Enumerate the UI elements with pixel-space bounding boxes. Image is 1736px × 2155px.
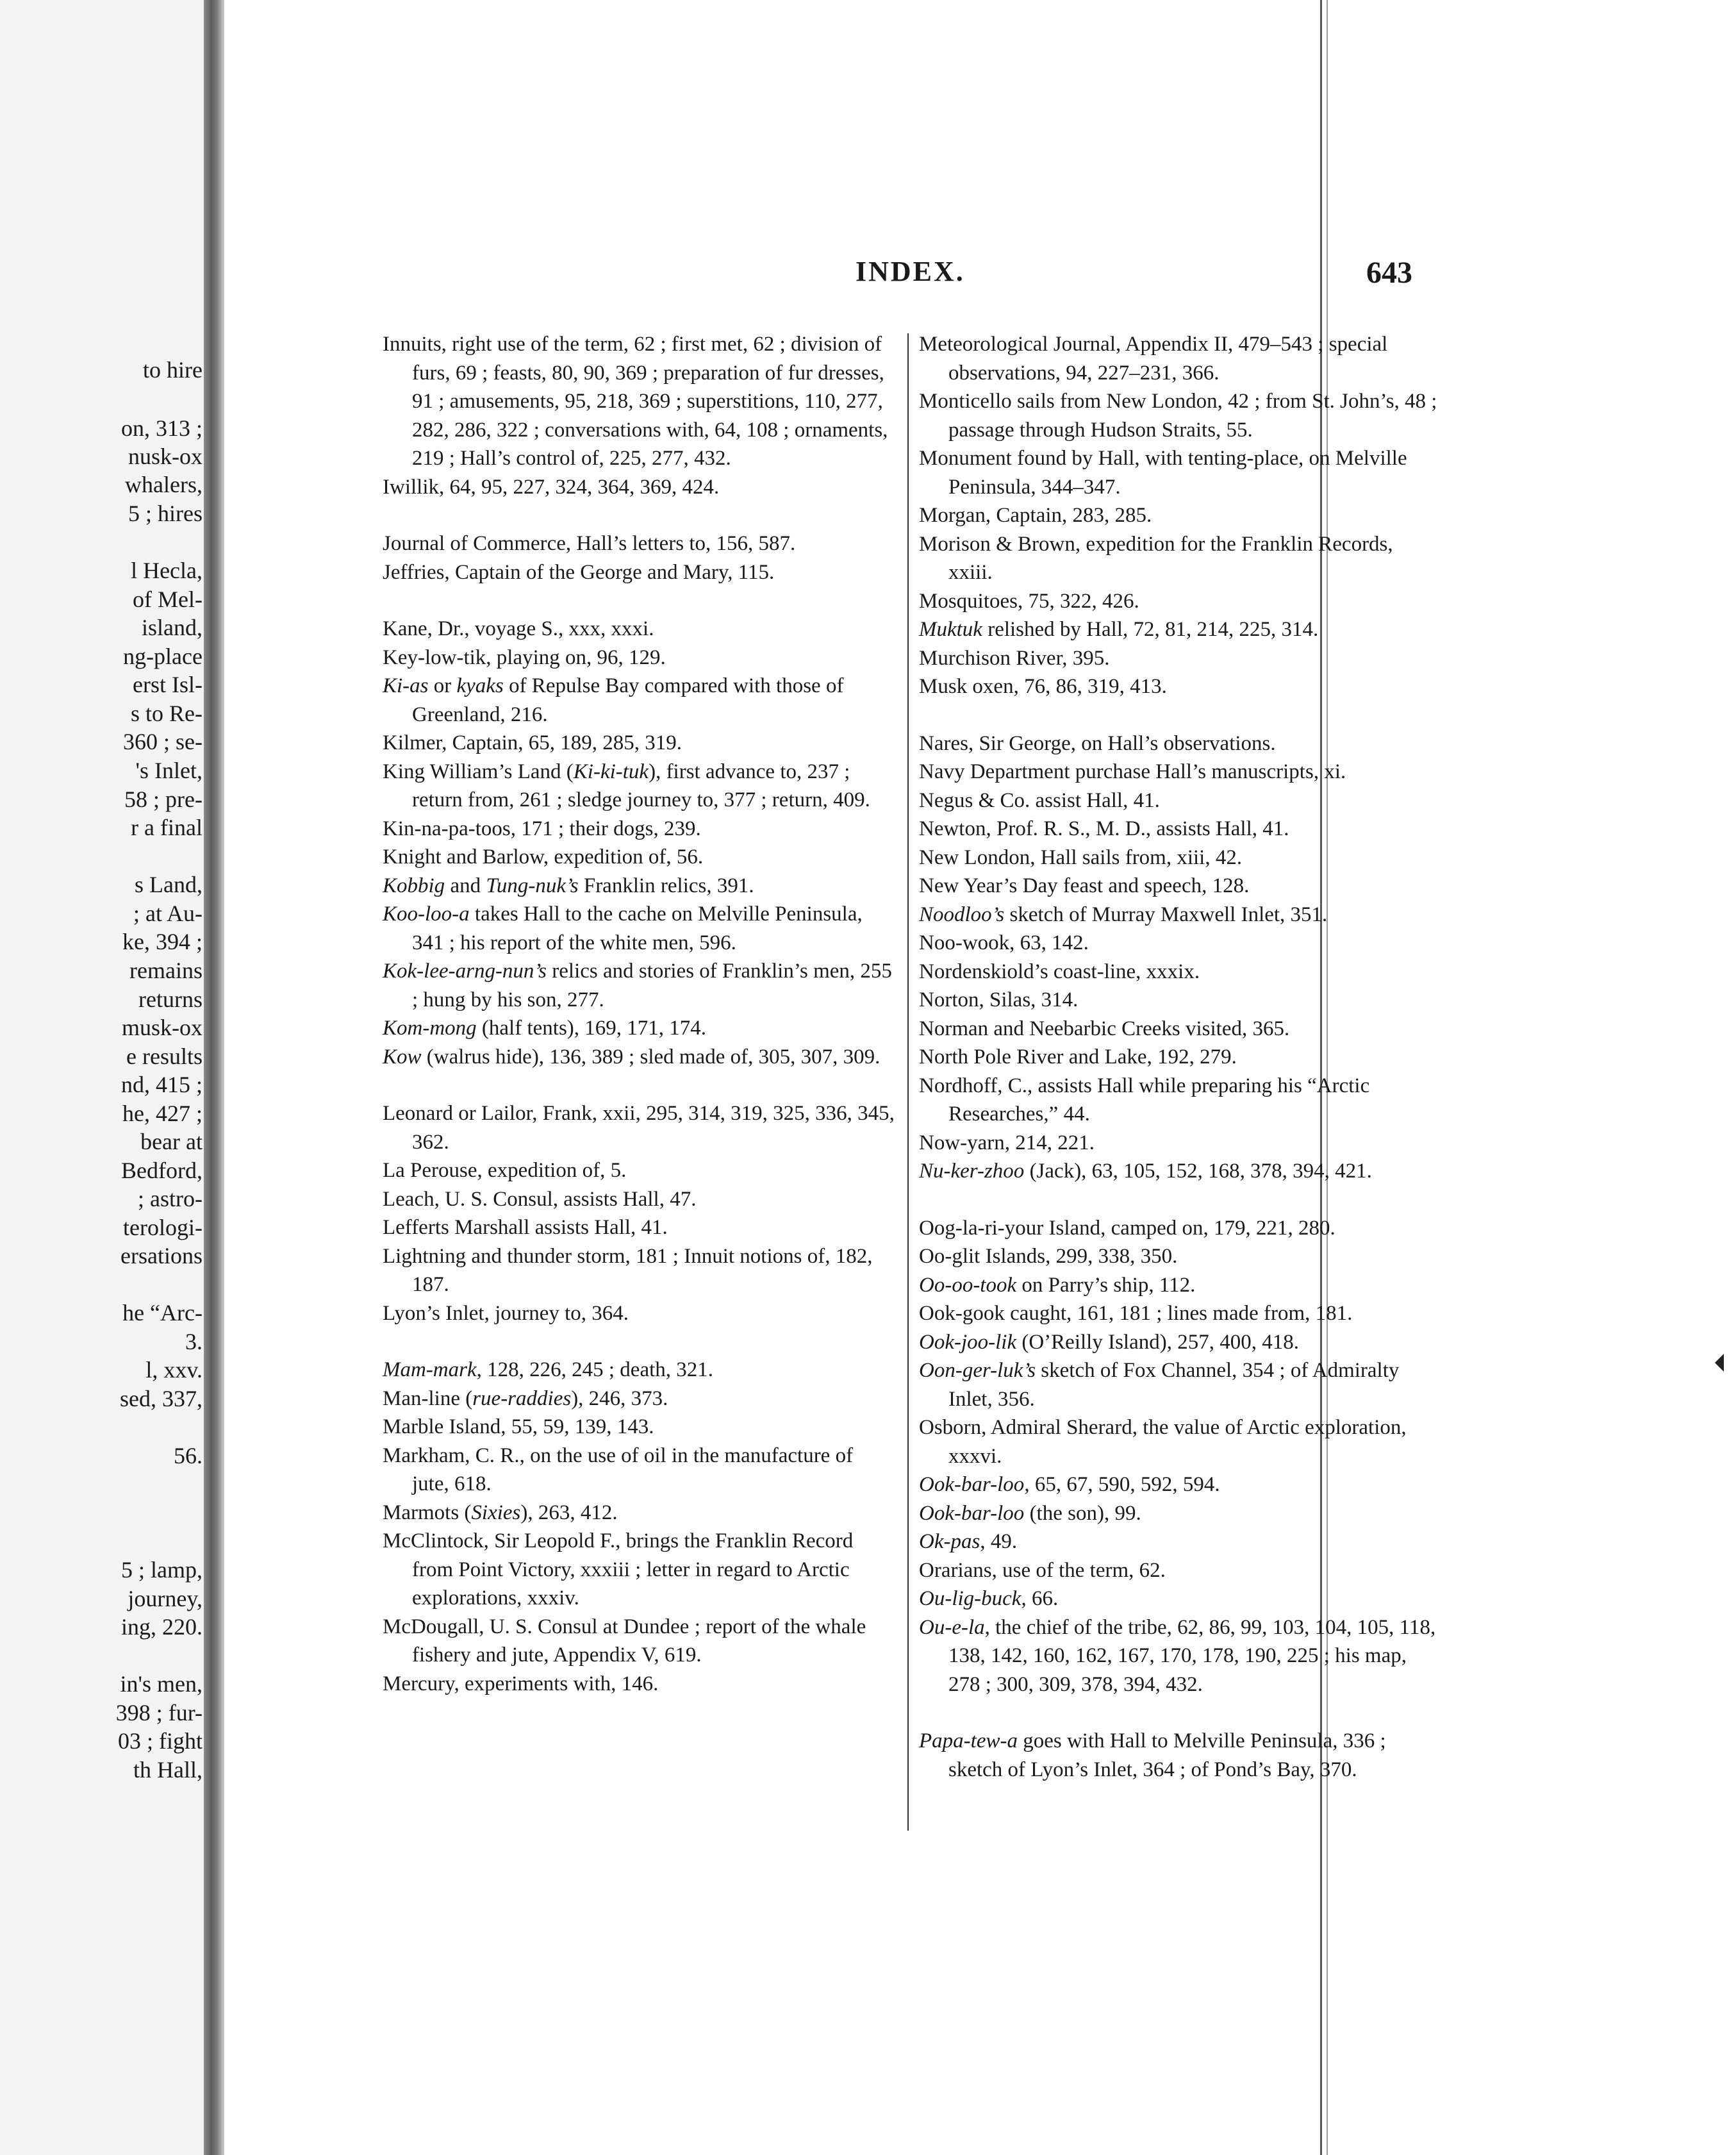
- index-entry: Oo-glit Islands, 299, 338, 350.: [919, 1245, 1178, 1268]
- facing-page-text-fragment: sed, 337,: [120, 1386, 203, 1411]
- index-entry: McClintock, Sir Leopold F., brings the Franklin Record from Point Victory, xxxiii ; letter in regard to Arctic explorations, xxxiv.: [383, 1529, 854, 1610]
- index-entry: Now-yarn, 214, 221.: [919, 1131, 1095, 1154]
- facing-page-text-fragment: th Hall,: [133, 1757, 203, 1783]
- facing-page-text-fragment: nusk-ox: [128, 444, 203, 469]
- facing-page-text-fragment: Bedford,: [121, 1158, 203, 1183]
- index-entry: Kane, Dr., voyage S., xxx, xxxi.: [383, 617, 654, 640]
- facing-page-text-fragment: 398 ; fur-: [115, 1700, 203, 1726]
- index-entry: Marble Island, 55, 59, 139, 143.: [383, 1415, 654, 1438]
- index-entry: Kok-lee-arng-nun’s relics and stories of Franklin’s men, 255 ; hung by his son, 277.: [383, 960, 892, 1011]
- index-entry: Noodloo’s sketch of Murray Maxwell Inlet, 351.: [919, 903, 1328, 926]
- index-entry: New London, Hall sails from, xiii, 42.: [919, 845, 1243, 869]
- running-head: INDEX.: [856, 256, 965, 287]
- facing-page-text-fragment: 03 ; fight: [118, 1728, 203, 1754]
- index-entry: Iwillik, 64, 95, 227, 324, 364, 369, 424.: [383, 475, 720, 499]
- facing-page-text-fragment: s to Re-: [131, 701, 203, 726]
- index-entry: Jeffries, Captain of the George and Mary, 115.: [383, 560, 775, 584]
- index-entry: Nares, Sir George, on Hall’s observations.: [919, 731, 1276, 755]
- index-entry: Papa-tew-a goes with Hall to Melville Peninsula, 336 ; sketch of Lyon’s Inlet, 364 ; of Pond’s Bay, 370.: [919, 1729, 1386, 1781]
- index-entry: Mosquitoes, 75, 322, 426.: [919, 589, 1139, 613]
- facing-page-text-fragment: 5 ; lamp,: [121, 1557, 203, 1583]
- index-column-left: [383, 330, 895, 1698]
- index-entry: Ki-as or kyaks of Repulse Bay compared with those of Greenland, 216.: [383, 674, 844, 726]
- index-entry: Oog-la-ri-your Island, camped on, 179, 221, 280.: [919, 1216, 1335, 1240]
- index-entry: Ook-bar-loo (the son), 99.: [919, 1501, 1141, 1525]
- index-entry: Musk oxen, 76, 86, 319, 413.: [919, 675, 1167, 698]
- index-entry: Oo-oo-took on Parry’s ship, 112.: [919, 1273, 1196, 1297]
- facing-page-text-fragment: ; astro-: [138, 1186, 203, 1211]
- facing-page-text-fragment: s Land,: [135, 872, 203, 897]
- index-entry: Murchison River, 395.: [919, 646, 1110, 670]
- index-entry: Key-low-tik, playing on, 96, 129.: [383, 645, 666, 669]
- facing-page-text-fragment: returns: [138, 986, 203, 1012]
- index-entry: Osborn, Admiral Sherard, the value of Arctic exploration, xxxvi.: [919, 1416, 1407, 1468]
- facing-page-text-fragment: 58 ; pre-: [124, 786, 203, 812]
- facing-page-text-fragment: erst Isl-: [133, 672, 203, 697]
- index-entry: Ok-pas, 49.: [919, 1530, 1018, 1553]
- facing-page-text-fragment: ersations: [120, 1243, 203, 1269]
- index-entry: Ook-gook caught, 161, 181 ; lines made from, 181.: [919, 1302, 1353, 1325]
- facing-page-text-fragment: remains: [129, 958, 203, 983]
- facing-page-text-fragment: he “Arc-: [122, 1300, 203, 1326]
- page-number: 643: [1366, 256, 1412, 290]
- index-entry: Morgan, Captain, 283, 285.: [919, 504, 1152, 527]
- index-entry: Ou-lig-buck, 66.: [919, 1587, 1059, 1610]
- index-entry: Monticello sails from New London, 42 ; from St. John’s, 48 ; passage through Hudson Straits, 55.: [919, 390, 1437, 442]
- facing-page-text-fragment: 56.: [174, 1443, 203, 1469]
- facing-page-text-fragment: island,: [142, 615, 203, 640]
- index-column-right: [919, 330, 1439, 1784]
- index-entry: Koo-loo-a takes Hall to the cache on Melville Peninsula, 341 ; his report of the white men, 596.: [383, 903, 863, 954]
- index-entry: Mercury, experiments with, 146.: [383, 1672, 659, 1695]
- facing-page-text-fragment: l, xxv.: [145, 1357, 203, 1383]
- index-entry: Noo-wook, 63, 142.: [919, 931, 1089, 954]
- facing-page-text-fragment: on, 313 ;: [120, 415, 203, 441]
- facing-page-text-fragment: ing, 220.: [120, 1614, 203, 1640]
- facing-page-text-fragment: to hire: [143, 357, 203, 383]
- facing-page-text-fragment: 360 ; se-: [123, 729, 203, 754]
- index-entry: Orarians, use of the term, 62.: [919, 1558, 1166, 1582]
- index-entry: Kin-na-pa-toos, 171 ; their dogs, 239.: [383, 817, 701, 840]
- index-entry: Kow (walrus hide), 136, 389 ; sled made of, 305, 307, 309.: [383, 1045, 880, 1069]
- column-divider: [907, 333, 909, 1831]
- index-entry: Nordhoff, C., assists Hall while preparing his “Arctic Researches,” 44.: [919, 1074, 1370, 1126]
- index-entry: New Year’s Day feast and speech, 128.: [919, 874, 1250, 897]
- margin-arrow-mark: [1715, 1354, 1724, 1372]
- book-gutter-shadow: [204, 0, 224, 2155]
- index-entry: Markham, C. R., on the use of oil in the manufacture of jute, 618.: [383, 1444, 854, 1495]
- index-entry: Navy Department purchase Hall’s manuscripts, xi.: [919, 760, 1346, 783]
- index-entry: King William’s Land (Ki-ki-tuk), first advance to, 237 ; return from, 261 ; sledge journey to, 377 ; return, 409.: [383, 760, 870, 811]
- index-entry: North Pole River and Lake, 192, 279.: [919, 1045, 1237, 1069]
- index-entry: Leonard or Lailor, Frank, xxii, 295, 314, 319, 325, 336, 345, 362.: [383, 1102, 895, 1154]
- index-entry: Negus & Co. assist Hall, 41.: [919, 788, 1160, 812]
- facing-page-text-fragment: bear at: [140, 1129, 203, 1154]
- facing-page-text-fragment: whalers,: [125, 472, 203, 497]
- index-entry: Norman and Neebarbic Creeks visited, 365.: [919, 1017, 1290, 1040]
- facing-page-text-fragment: 5 ; hires: [128, 501, 203, 526]
- index-entry: Kobbig and Tung-nuk’s Franklin relics, 391.: [383, 874, 754, 897]
- facing-page-edge: [0, 0, 204, 2155]
- index-entry: McDougall, U. S. Consul at Dundee ; report of the whale fishery and jute, Appendix V, 619.: [383, 1615, 866, 1667]
- index-entry: La Perouse, expedition of, 5.: [383, 1159, 627, 1182]
- facing-page-text-fragment: terologi-: [123, 1215, 203, 1240]
- index-entry: Newton, Prof. R. S., M. D., assists Hall, 41.: [919, 817, 1289, 840]
- facing-page-text-fragment: musk-ox: [122, 1015, 203, 1040]
- index-entry: Lefferts Marshall assists Hall, 41.: [383, 1216, 668, 1239]
- facing-page-text-fragment: r a final: [131, 815, 203, 840]
- index-entry: Innuits, right use of the term, 62 ; first met, 62 ; division of furs, 69 ; feasts, 80, 90, 369 ; preparation of fur dresses, 91 ; amusements, 95, 218, 369 ; superstitions, 110, 277, 282, 286, 322 ; conversations with, 64, 108 ; ornaments, 219 ; Hall’s control of, 225, 277, 432.: [383, 333, 888, 470]
- facing-page-text-fragment: in's men,: [120, 1671, 203, 1697]
- index-entry: Kilmer, Captain, 65, 189, 285, 319.: [383, 731, 682, 754]
- facing-page-text-fragment: journey,: [128, 1586, 203, 1611]
- index-entry: Ou-e-la, the chief of the tribe, 62, 86, 99, 103, 104, 105, 118, 138, 142, 160, 162, 167, 170, 178, 190, 225 ; his map, 278 ; 300, 309, 378, 394, 432.: [919, 1615, 1436, 1696]
- facing-page-text-fragment: ng-place: [123, 644, 203, 669]
- facing-page-text-fragment: he, 427 ;: [122, 1101, 203, 1126]
- index-entry: Ook-joo-lik (O’Reilly Island), 257, 400, 418.: [919, 1330, 1299, 1354]
- index-entry: Lyon’s Inlet, journey to, 364.: [383, 1301, 629, 1325]
- index-entry: Muktuk relished by Hall, 72, 81, 214, 225, 314.: [919, 618, 1319, 641]
- index-entry: Journal of Commerce, Hall’s letters to, 156, 587.: [383, 532, 796, 555]
- facing-page-text-fragment: nd, 415 ;: [120, 1072, 203, 1097]
- index-entry: Nordenskiold’s coast-line, xxxix.: [919, 960, 1200, 983]
- index-entry: Man-line (rue-raddies), 246, 373.: [383, 1386, 668, 1410]
- index-entry: Morison & Brown, expedition for the Franklin Records, xxiii.: [919, 532, 1393, 584]
- facing-page-text-fragment: of Mel-: [133, 587, 203, 612]
- index-entry: Monument found by Hall, with tenting-place, on Melville Peninsula, 344–347.: [919, 447, 1407, 499]
- index-entry: Ook-bar-loo, 65, 67, 590, 592, 594.: [919, 1473, 1220, 1496]
- index-entry: Knight and Barlow, expedition of, 56.: [383, 845, 704, 869]
- facing-page-text-fragment: e results: [126, 1044, 203, 1069]
- index-entry: Marmots (Sixies), 263, 412.: [383, 1501, 618, 1524]
- index-entry: Oon-ger-luk’s sketch of Fox Channel, 354 ; of Admiralty Inlet, 356.: [919, 1359, 1400, 1411]
- index-entry: Meteorological Journal, Appendix II, 479–543 ; special observations, 94, 227–231, 366.: [919, 333, 1388, 385]
- facing-page-text-fragment: l Hecla,: [131, 558, 203, 583]
- index-entry: Nu-ker-zhoo (Jack), 63, 105, 152, 168, 378, 394, 421.: [919, 1160, 1372, 1183]
- index-entry: Mam-mark, 128, 226, 245 ; death, 321.: [383, 1358, 714, 1381]
- facing-page-text-fragment: 's Inlet,: [135, 758, 203, 783]
- facing-page-text-fragment: ; at Au-: [133, 901, 203, 926]
- index-entry: Lightning and thunder storm, 181 ; Innuit notions of, 182, 187.: [383, 1244, 873, 1296]
- index-entry: Kom-mong (half tents), 169, 171, 174.: [383, 1017, 707, 1040]
- index-entry: Leach, U. S. Consul, assists Hall, 47.: [383, 1187, 697, 1211]
- facing-page-text-fragment: ke, 394 ;: [122, 929, 203, 954]
- index-entry: Norton, Silas, 314.: [919, 988, 1079, 1011]
- facing-page-text-fragment: 3.: [185, 1329, 203, 1354]
